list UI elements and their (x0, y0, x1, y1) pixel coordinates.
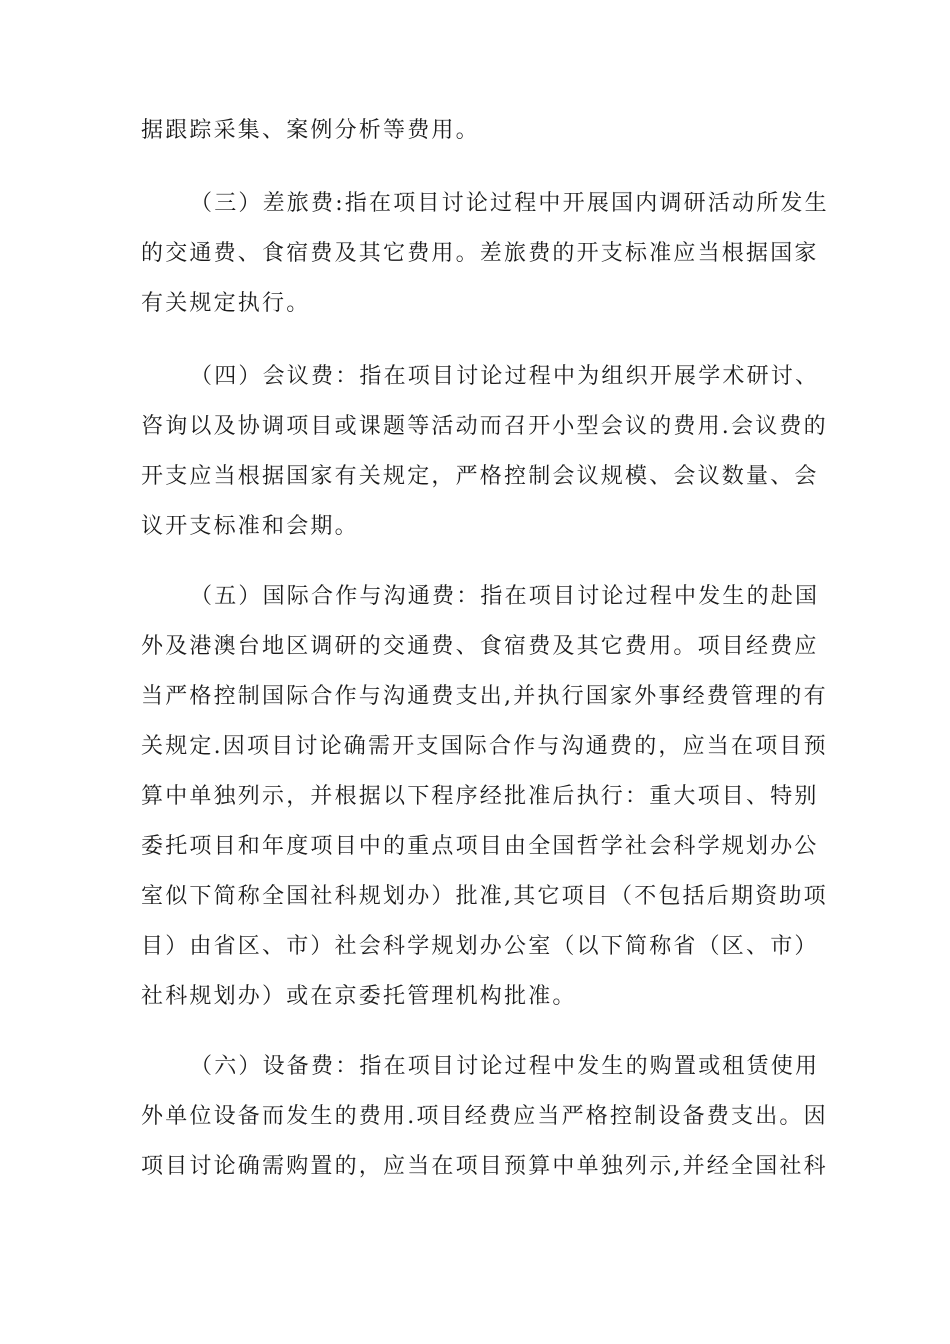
text-line: 社科规划办）或在京委托管理机构批准。 (141, 984, 577, 1009)
text-line: （五）国际合作与沟通费：指在项目讨论过程中发生的赴国 (190, 584, 820, 609)
text-line: 外单位设备而发生的费用.项目经费应当严格控制设备费支出。因 (141, 1104, 828, 1129)
text-line: 的交通费、食宿费及其它费用。差旅费的开支标准应当根据国家 (141, 241, 819, 266)
text-line: 项目讨论确需购置的，应当在项目预算中单独列示,并经全国社科 (141, 1154, 828, 1179)
text-line: 议开支标准和会期。 (141, 514, 359, 539)
text-line: 当严格控制国际合作与沟通费支出,并执行国家外事经费管理的有 (141, 684, 828, 709)
text-line: 开支应当根据国家有关规定，严格控制会议规模、会议数量、会 (141, 464, 819, 489)
text-line: （三）差旅费:指在项目讨论过程中开展国内调研活动所发生 (190, 191, 829, 216)
text-line: 室似下简称全国社科规划办）批准,其它项目（不包括后期资助项 (141, 884, 828, 909)
text-line: 目）由省区、市）社会科学规划办公室（以下简称省（区、市） (141, 934, 819, 959)
text-line: 算中单独列示，并根据以下程序经批准后执行：重大项目、特别 (141, 784, 819, 809)
text-line: 关规定.因项目讨论确需开支国际合作与沟通费的，应当在项目预 (141, 734, 828, 759)
text-line: （四）会议费：指在项目讨论过程中为组织开展学术研讨、 (190, 364, 820, 389)
text-line: 据跟踪采集、案例分析等费用。 (141, 118, 480, 143)
text-line: 委托项目和年度项目中的重点项目由全国哲学社会科学规划办公 (141, 834, 819, 859)
text-line: 外及港澳台地区调研的交通费、食宿费及其它费用。项目经费应 (141, 634, 819, 659)
text-line: 咨询以及协调项目或课题等活动而召开小型会议的费用.会议费的 (141, 414, 828, 439)
text-line: 有关规定执行。 (141, 291, 311, 316)
text-line: （六）设备费：指在项目讨论过程中发生的购置或租赁使用 (190, 1054, 820, 1079)
